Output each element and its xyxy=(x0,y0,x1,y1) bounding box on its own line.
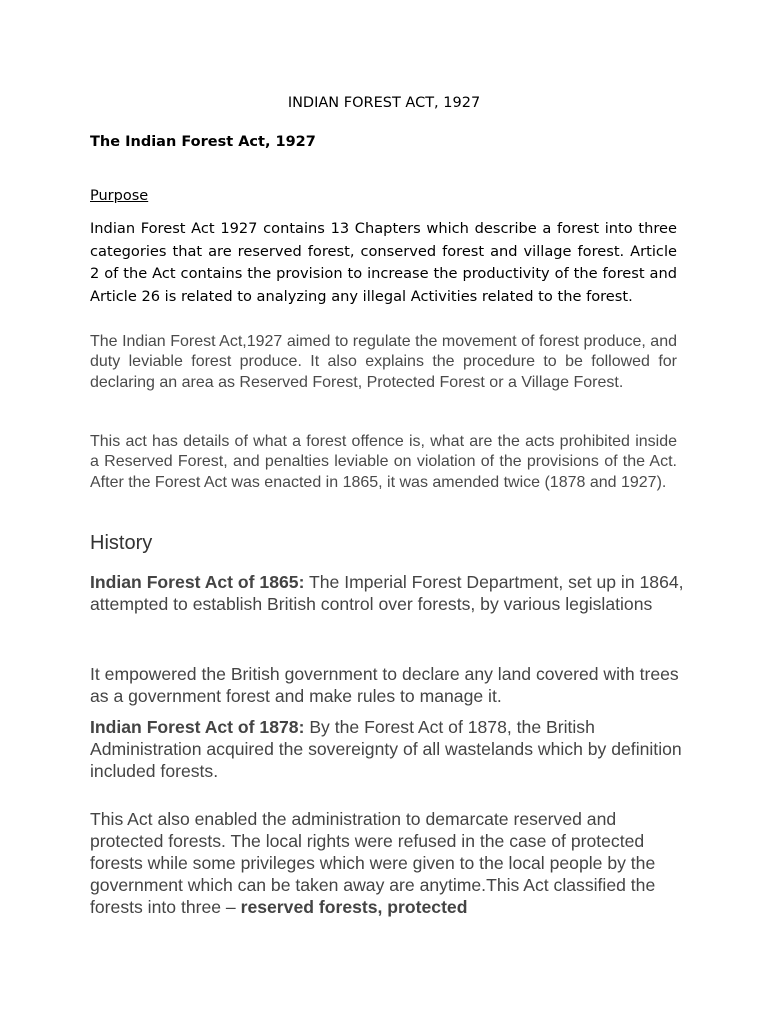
enabled-bold-text: reserved forests, protected xyxy=(240,897,468,917)
act-1865-text: The Imperial Forest Department, set up in 1864, attempted to establish British control over forests, by various legislations xyxy=(90,572,684,614)
document-title: INDIAN FOREST ACT, 1927 xyxy=(287,95,481,111)
act-1878-text: By the Forest Act of 1878, the British Administration acquired the sovereignty of all wastelands which by definition included forests. xyxy=(90,717,682,781)
act-1878-label: Indian Forest Act of 1878: xyxy=(90,717,305,737)
purpose-heading: Purpose xyxy=(90,188,149,204)
offence-paragraph: This act has details of what a forest offence is, what are the acts prohibited inside a Reserved Forest, and penalties leviable on violation of the provisions of the Act. After the Forest Act was enacted in 1865, it was amended twice (1878 and 1927). xyxy=(90,433,677,491)
aim-paragraph: The Indian Forest Act,1927 aimed to regulate the movement of forest produce, and duty leviable forest produce. It also explains the procedure to be followed for declaring an area as Reserved Forest, Protected Forest or a Village Forest. xyxy=(90,333,677,391)
empowered-paragraph: It empowered the British government to declare any land covered with trees as a government forest and make rules to manage it. xyxy=(90,664,679,706)
enabled-paragraph xyxy=(90,808,690,918)
document-subtitle: The Indian Forest Act, 1927 xyxy=(90,134,316,150)
act-1865-label: Indian Forest Act of 1865: xyxy=(90,572,305,592)
enabled-text: This Act also enabled the administration to demarcate reserved and protected forests. The local rights were refused in the case of protected forests while some privileges which were given to the local people by the government which can be taken away are anytime.This Act classified the forests into three – xyxy=(90,809,656,917)
act-1878-paragraph xyxy=(90,716,690,782)
act-1865-paragraph xyxy=(90,571,690,615)
purpose-paragraph: Indian Forest Act 1927 contains 13 Chapters which describe a forest into three categories that are reserved forest, conserved forest and village forest. Article 2 of the Act contains the provision to increase the productivity of the forest and Article 26 is related to analyzing any illegal Activities related to the forest. xyxy=(90,220,677,305)
history-heading: History xyxy=(90,532,153,554)
